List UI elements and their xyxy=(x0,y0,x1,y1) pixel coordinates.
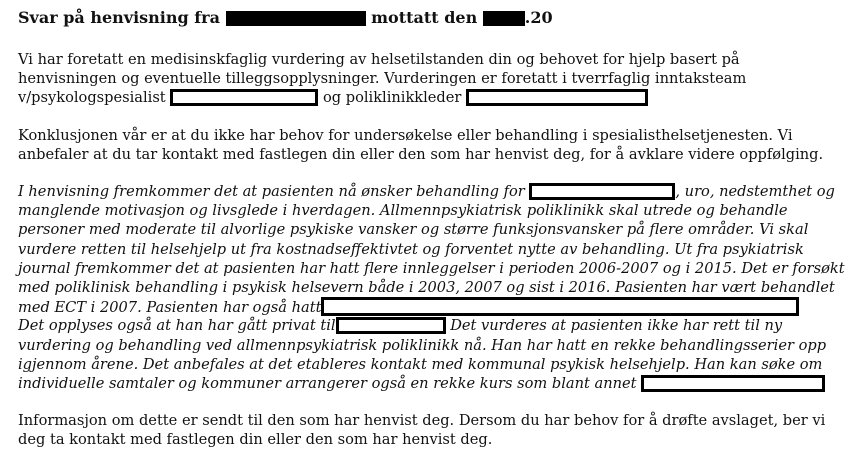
paragraph-line: personer med moderate til alvorlige psykiske vansker og større funksjonsvansker på flere områder. Vi skal xyxy=(18,221,809,239)
paragraph-line xyxy=(18,374,845,393)
paragraph-line: med poliklinisk behandling i psykisk helsevern både i 2003, 2007 og sist i 2016. Pasienten har vært behandlet xyxy=(18,278,835,296)
paragraph-line: anbefaler at du tar kontakt med fastlegen din eller den som har henvist deg, for å avklare videre oppfølging. xyxy=(18,146,824,164)
paragraph-line: manglende motivasjon og livsglede i hverdagen. Allmennpsykiatrisk poliklinikk skal utrede og behandle xyxy=(18,202,788,220)
paragraph-line: journal fremkommer det at pasienten har hatt flere innleggelser i perioden 2006-2007 og i 2015. Det er forsøkt xyxy=(18,259,845,277)
paragraph-line: deg ta kontakt med fastlegen din eller den som har henvist deg. xyxy=(18,431,493,449)
redacted-course-name xyxy=(641,375,825,392)
heading-suffix: .20 xyxy=(524,8,553,27)
heading-middle: mottatt den xyxy=(371,8,478,27)
paragraph-line: Konklusjonen vår er at du ikke har behov for undersøkelse eller behandling i spesialisthelsetjenesten. Vi xyxy=(18,127,793,144)
redacted-referrer xyxy=(226,11,366,26)
text-segment: , uro, nedstemthet og xyxy=(675,183,835,200)
redacted-date xyxy=(483,11,525,26)
redacted-treatment-history xyxy=(321,297,799,316)
paragraph-line: Informasjon om dette er sendt til den som har henvist deg. Dersom du har behov for å drøfte avslaget, ber vi xyxy=(18,412,826,429)
text-segment: I henvisning fremkommer det at pasienten nå ønsker behandling for xyxy=(18,183,525,200)
paragraph-line xyxy=(18,316,845,335)
paragraph-line: henvisningen og eventuelle tilleggsopplysninger. Vurderingen er foretatt i tverrfaglig inntaksteam xyxy=(18,70,747,88)
text-segment: med ECT i 2007. Pasienten har også hatt xyxy=(18,299,322,317)
text-segment: individuelle samtaler og kommuner arrangerer også en rekke kurs som blant annet xyxy=(18,374,637,392)
paragraph-conclusion xyxy=(18,126,823,164)
letter-heading xyxy=(18,6,788,30)
paragraph-line: igjennom årene. Det anbefales at det etableres kontakt med kommunal psykisk helsehjelp. Han kan søke om xyxy=(18,355,823,373)
text-segment: v/psykologspesialist xyxy=(18,89,166,107)
paragraph-line: vurdere retten til helsehjelp ut fra kostnadseffektivtet og forventet nytte av behandling. Ut fra psykiatrisk xyxy=(18,240,804,258)
document-page xyxy=(18,6,845,449)
redacted-psychologist xyxy=(170,89,318,106)
paragraph-line: vurdering og behandling ved allmennpsykiatrisk poliklinikk nå. Han har hatt en rekke behandlingsserier opp xyxy=(18,336,827,354)
paragraph-assessment xyxy=(18,50,746,108)
paragraph-information xyxy=(18,411,825,449)
heading-prefix: Svar på henvisning fra xyxy=(18,8,220,27)
paragraph-line xyxy=(18,182,845,201)
redacted-clinic-leader xyxy=(466,89,648,106)
paragraph-line xyxy=(18,297,845,316)
text-segment: Det opplyses også at han har gått privat til xyxy=(18,317,336,335)
text-segment: Det vurderes at pasienten ikke har rett til ny xyxy=(450,317,783,335)
redacted-condition xyxy=(529,183,675,200)
text-segment: og poliklinikkleder xyxy=(322,89,462,107)
paragraph-justification xyxy=(18,182,845,393)
paragraph-line xyxy=(18,88,746,107)
redacted-private-provider xyxy=(336,317,446,334)
paragraph-line: Vi har foretatt en medisinskfaglig vurdering av helsetilstanden din og behovet for hjelp basert på xyxy=(18,51,740,68)
